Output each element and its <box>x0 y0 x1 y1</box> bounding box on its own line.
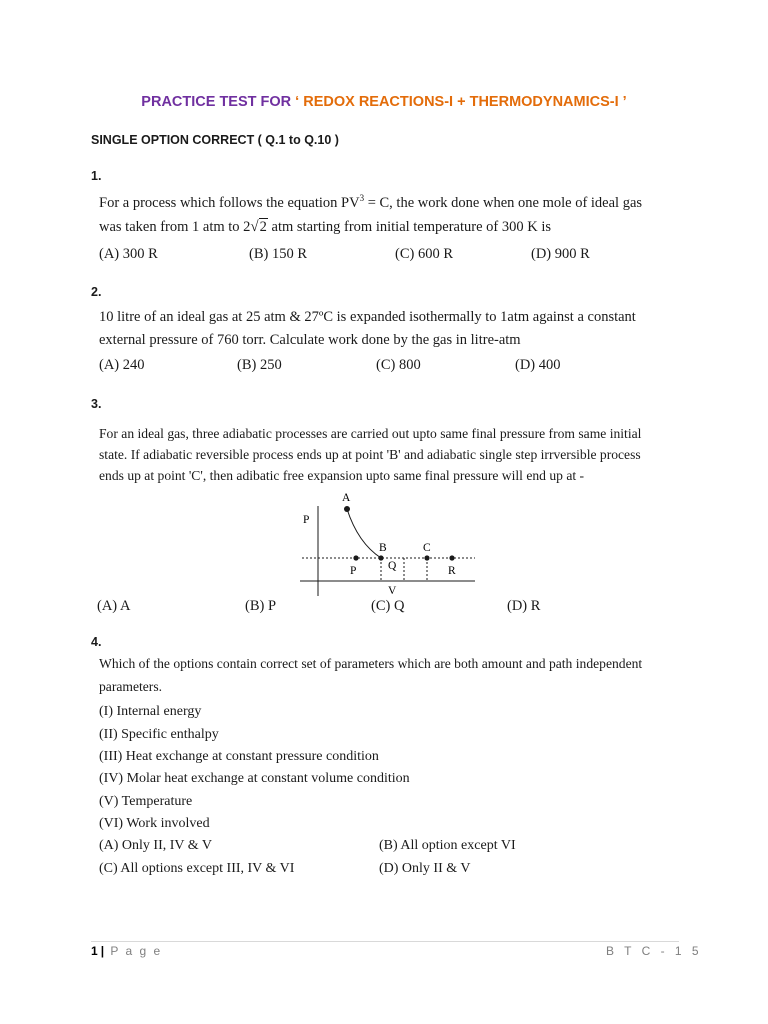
question-2-number: 2. <box>91 285 102 299</box>
point-c <box>424 555 429 560</box>
document-code: B T C - 1 5 <box>606 944 703 958</box>
label-a: A <box>342 492 351 504</box>
adiabat-curve <box>347 509 381 558</box>
page-number: 1 | P a g e <box>91 944 163 958</box>
question-4-line-2: parameters. <box>99 679 163 694</box>
label-p-axis: P <box>303 514 310 526</box>
point-p <box>353 555 358 560</box>
point-r <box>449 555 454 560</box>
footer-divider <box>91 941 679 942</box>
question-1-option-d[interactable]: (D) 900 R <box>531 246 590 262</box>
question-4-item-1: (I) Internal energy <box>99 704 202 719</box>
point-a <box>344 506 350 512</box>
section-heading: SINGLE OPTION CORRECT ( Q.1 to Q.10 ) <box>91 133 339 147</box>
question-2-option-c[interactable]: (C) 800 <box>376 357 421 373</box>
pv-diagram <box>290 488 490 600</box>
question-4-option-c[interactable]: (C) All options except III, IV & VI <box>99 861 295 876</box>
question-3-option-a[interactable]: (A) A <box>97 598 131 614</box>
question-4-item-2: (II) Specific enthalpy <box>99 727 219 742</box>
question-1-number: 1. <box>91 169 102 183</box>
question-4-item-3: (III) Heat exchange at constant pressure condition <box>99 749 379 764</box>
question-3-option-b[interactable]: (B) P <box>245 598 277 614</box>
root-expression: 2√2 <box>243 219 267 235</box>
question-3-option-d[interactable]: (D) R <box>507 598 541 614</box>
question-4-number: 4. <box>91 635 102 649</box>
question-4-option-d[interactable]: (D) Only II & V <box>379 861 471 876</box>
question-4-item-5: (V) Temperature <box>99 794 193 809</box>
question-1-line-2: was taken from 1 atm to 2√2 atm starting from initial temperature of 300 K is <box>99 219 551 235</box>
question-1-option-c[interactable]: (C) 600 R <box>395 246 453 262</box>
question-4-option-b[interactable]: (B) All option except VI <box>379 838 516 853</box>
question-3-line-1: For an ideal gas, three adiabatic processes are carried out upto same final pressure from same initial <box>99 426 642 441</box>
question-3-option-c[interactable]: (C) Q <box>371 598 405 614</box>
label-b: B <box>379 542 387 554</box>
question-4-item-6: (VI) Work involved <box>99 816 210 831</box>
label-v-axis: V <box>388 585 397 597</box>
question-2-option-a[interactable]: (A) 240 <box>99 357 145 373</box>
question-4-line-1: Which of the options contain correct set of parameters which are both amount and path independent <box>99 656 643 671</box>
question-4-item-4: (IV) Molar heat exchange at constant volume condition <box>99 771 410 786</box>
question-2-option-d[interactable]: (D) 400 <box>515 357 561 373</box>
title-part-1: PRACTICE TEST FOR <box>141 94 292 110</box>
question-3-line-2: state. If adiabatic reversible process ends up at point 'B' and adiabatic single step irrversible process <box>99 447 641 462</box>
title-part-2: ‘ REDOX REACTIONS-I + THERMODYNAMICS-I ’ <box>295 94 627 110</box>
question-2-line-2: external pressure of 760 torr. Calculate work done by the gas in litre-atm <box>99 332 521 348</box>
label-p: P <box>350 565 357 577</box>
exponent: 3 <box>359 193 365 203</box>
question-2-line-1: 10 litre of an ideal gas at 25 atm & 27ºC is expanded isothermally to 1atm against a constant <box>99 309 636 325</box>
question-2-option-b[interactable]: (B) 250 <box>237 357 282 373</box>
point-b <box>378 555 383 560</box>
question-1-line-1: For a process which follows the equation $PV^3 = C$, the work done when one mole of ideal gas <box>99 193 643 211</box>
question-3-number: 3. <box>91 397 102 411</box>
label-c: C <box>423 542 431 554</box>
label-r: R <box>448 565 456 577</box>
label-q: Q <box>388 560 397 572</box>
question-4-option-a[interactable]: (A) Only II, IV & V <box>99 838 213 853</box>
question-1-option-b[interactable]: (B) 150 R <box>249 246 307 262</box>
question-1-option-a[interactable]: (A) 300 R <box>99 246 158 262</box>
page-title <box>0 94 768 110</box>
question-3-line-3: ends up at point 'C', then adibatic free expansion upto same final pressure will end up at - <box>99 468 585 483</box>
